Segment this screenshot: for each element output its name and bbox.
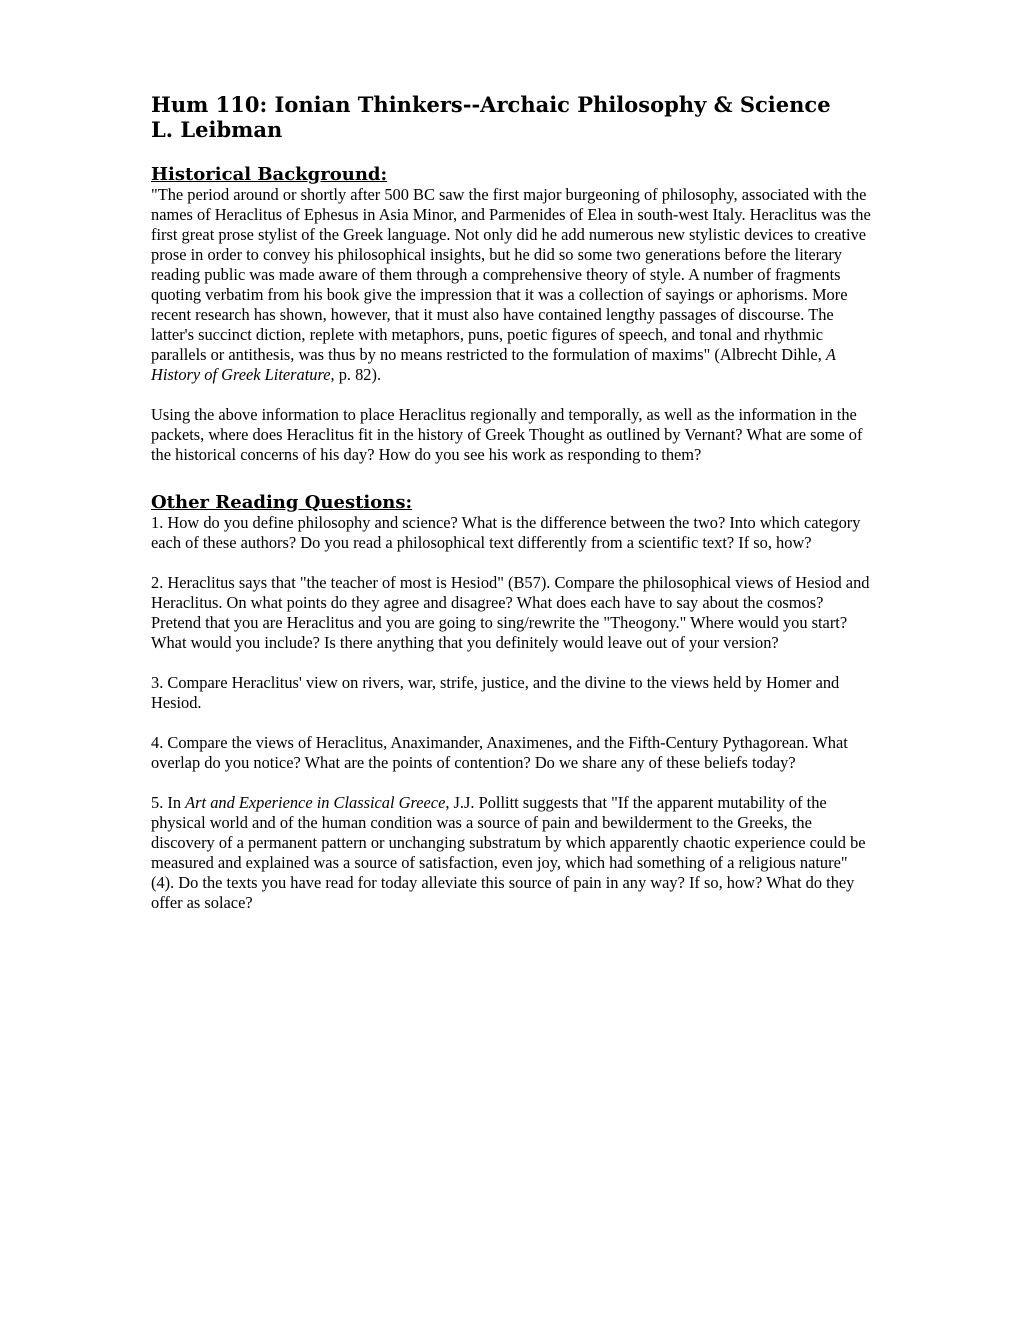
document-page <box>151 92 873 913</box>
quote-text: "The period around or shortly after 500 BC saw the first major burgeoning of philosophy, associated with the names of Heraclitus of Ephesus in Asia Minor, and Parmenides of Elea in south-west Italy. Heraclitus was the first great prose stylist of the Greek language. Not only did he add numerous new stylistic devices to creative prose in order to convey his philosophical insights, but he did so some two generations before the literary reading public was made aware of them through a comprehensive theory of style. A number of fragments quoting verbatim from his book give the impression that it was a collection of sayings or aphorisms. More recent research has shown, however, that it must also have contained lengthy passages of discourse. The latter's succinct diction, replete with metaphors, puns, poetic figures of speech, and tonal and rhythmic parallels or antithesis, was thus by no means restricted to the formulation of maxims" (Albrecht Dihle, <box>151 185 871 364</box>
question-2: 2. Heraclitus says that "the teacher of most is Hesiod" (B57). Compare the philosophical views of Hesiod and Heraclitus. On what points do they agree and disagree? What does each have to say about the cosmos? Pretend that you are Heraclitus and you are going to sing/rewrite the "Theogony." Where would you start? What would you include? Is there anything that you definitely would leave out of your version? <box>151 573 870 652</box>
instructor-name: L. Leibman <box>151 117 283 142</box>
course-title: Hum 110: Ionian Thinkers--Archaic Philosophy & Science <box>151 92 831 117</box>
other-questions-heading: Other Reading Questions: <box>151 492 413 513</box>
question-3: 3. Compare Heraclitus' view on rivers, war, strife, justice, and the divine to the views held by Homer and Hesiod. <box>151 673 840 712</box>
question-1: 1. How do you define philosophy and science? What is the difference between the two? Into which category each of these authors? Do you read a philosophical text differently from a scientific text? If so, how? <box>151 513 861 552</box>
historical-quote <box>151 185 873 385</box>
question-5 <box>151 793 873 913</box>
question-5-book-title: Art and Experience in Classical Greece <box>185 793 446 812</box>
quote-source-title: A History of Greek Literature <box>151 345 836 384</box>
historical-question: Using the above information to place Heraclitus regionally and temporally, as well as the information in the packets, where does Heraclitus fit in the history of Greek Thought as outlined by Vernant? What are some of the historical concerns of his day? How do you see his work as responding to them? <box>151 405 863 464</box>
question-4: 4. Compare the views of Heraclitus, Anaximander, Anaximenes, and the Fifth-Century Pythagorean. What overlap do you notice? What are the points of contention? Do we share any of these beliefs today? <box>151 733 848 772</box>
quote-source-page: , p. 82). <box>330 365 382 384</box>
question-5-prefix: 5. In <box>151 793 186 812</box>
question-5-text: , J.J. Pollitt suggests that "If the apparent mutability of the physical world and of the human condition was a source of pain and bewilderment to the Greeks, the discovery of a permanent pattern or unchanging substratum by which apparently chaotic experience could be measured and explained was a source of satisfaction, even joy, which had something of a religious nature" (4). Do the texts you have read for today alleviate this source of pain in any way? If so, how? What do they offer as solace? <box>151 793 866 912</box>
historical-background-heading: Historical Background: <box>151 164 388 185</box>
